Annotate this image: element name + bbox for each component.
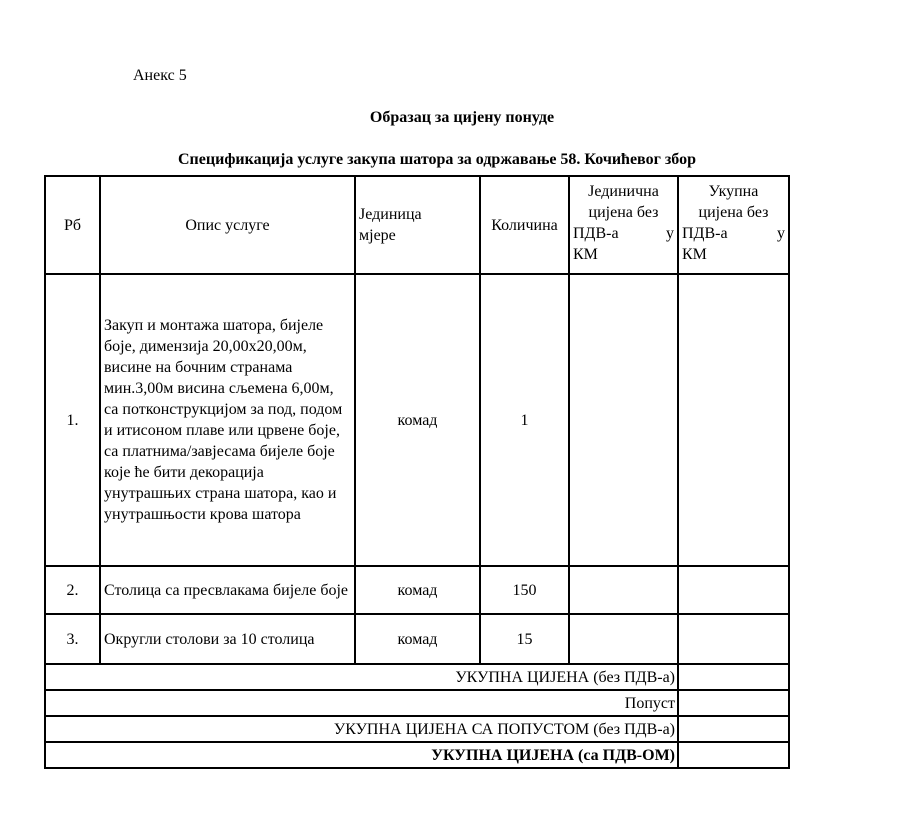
- header-total-price-line3a: ПДВ-а: [682, 225, 728, 242]
- summary-value-cell[interactable]: [678, 664, 789, 690]
- row-unit: комад: [355, 274, 480, 566]
- summary-label: УКУПНА ЦИЈЕНА (без ПДВ-а): [45, 664, 678, 690]
- summary-row-discount: [45, 690, 789, 716]
- header-description: Опис услуге: [100, 176, 355, 274]
- header-total-price-line1: Укупна: [708, 183, 759, 200]
- row-unit-price-cell[interactable]: [569, 614, 678, 664]
- summary-label: УКУПНА ЦИЈЕНА СА ПОПУСТОМ (без ПДВ-а): [45, 716, 678, 742]
- table-row: [45, 614, 789, 664]
- row-description: Закуп и монтажа шатора, бијеле боје, димензија 20,00х20,00м, висине на бочним странама мин.3,00м висина сљемена 6,00м, са потконструкцијом за под, подом и итисоном плаве или црвене боје, са платнима/завјесама бијеле боје које ће бити декорација унутрашњих страна шатора, као и унутрашњости крова шатора: [100, 274, 355, 566]
- table-row: [45, 274, 789, 566]
- header-unit-price-line3b: у: [666, 225, 674, 242]
- header-unit-price: [569, 176, 678, 274]
- row-total-price-cell[interactable]: [678, 614, 789, 664]
- header-unit-price-line1: Јединична: [588, 183, 659, 200]
- row-quantity: 15: [480, 614, 569, 664]
- header-total-price-line4: КМ: [682, 246, 707, 263]
- price-offer-table: [44, 175, 790, 769]
- row-description: Округли столови за 10 столица: [100, 614, 355, 664]
- annex-label: Анекс 5: [133, 67, 187, 84]
- header-unit: [355, 176, 480, 274]
- row-unit-price-cell[interactable]: [569, 274, 678, 566]
- summary-label: Попуст: [45, 690, 678, 716]
- document-title: Образац за цијену понуде: [369, 109, 555, 126]
- row-quantity: 1: [480, 274, 569, 566]
- header-unit-line2: мјере: [359, 227, 396, 244]
- row-total-price-cell[interactable]: [678, 566, 789, 614]
- header-unit-price-line3: [573, 223, 674, 244]
- header-unit-price-line3a: ПДВ-а: [573, 225, 619, 242]
- row-unit-price-cell[interactable]: [569, 566, 678, 614]
- header-unit-price-line4: КМ: [573, 246, 598, 263]
- summary-row-total-without-vat: [45, 664, 789, 690]
- summary-label: УКУПНА ЦИЈЕНА (са ПДВ-ОМ): [45, 742, 678, 768]
- table-header-row: [45, 176, 789, 274]
- row-unit: комад: [355, 566, 480, 614]
- summary-value-cell[interactable]: [678, 742, 789, 768]
- header-total-price-line3b: у: [777, 225, 785, 242]
- header-unit-price-line2: цијена без: [588, 204, 659, 221]
- row-unit: комад: [355, 614, 480, 664]
- header-total-price: [678, 176, 789, 274]
- header-quantity: Количина: [480, 176, 569, 274]
- summary-value-cell[interactable]: [678, 716, 789, 742]
- summary-row-total-with-discount: [45, 716, 789, 742]
- table-row: [45, 566, 789, 614]
- row-total-price-cell[interactable]: [678, 274, 789, 566]
- header-rb: Рб: [45, 176, 100, 274]
- row-rb: 3.: [45, 614, 100, 664]
- row-description: Столица са пресвлакама бијеле боје: [100, 566, 355, 614]
- header-total-price-line2: цијена без: [698, 204, 769, 221]
- header-total-price-line3: [682, 223, 785, 244]
- row-rb: 1.: [45, 274, 100, 566]
- document-subtitle: Спецификација услуге закупа шатора за одржавање 58. Кочићевог збор: [178, 151, 696, 168]
- summary-row-total-with-vat: [45, 742, 789, 768]
- row-quantity: 150: [480, 566, 569, 614]
- summary-value-cell[interactable]: [678, 690, 789, 716]
- row-rb: 2.: [45, 566, 100, 614]
- header-unit-line1: Јединица: [359, 206, 422, 223]
